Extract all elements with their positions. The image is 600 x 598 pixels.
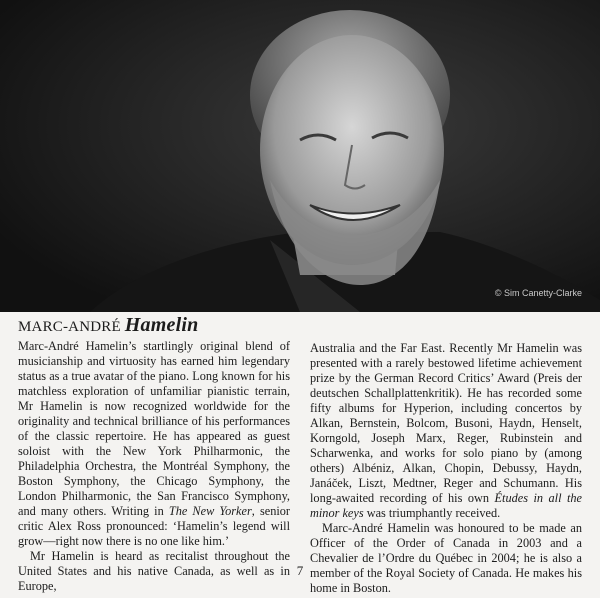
left-p1-text-b: , senior critic Alex Ross pronounced: ‘Hamelin’s legend will grow—right now there is no one like him.’ bbox=[18, 504, 291, 548]
page-number: 7 bbox=[296, 563, 304, 578]
photo-credit: © Sim Canetty-Clarke bbox=[494, 288, 582, 298]
article-heading bbox=[18, 314, 198, 337]
heading-last-name: Hamelin bbox=[124, 314, 199, 336]
right-p1-text-a: Australia and the Far East. Recently Mr Hamelin was presented with a rarely bestowed lifetime achievement prize by the German Record Critics’ Award (Preis der deutschen Schallplattenkritik). He has recorded some fifty albums for Hyperion, including concertos by Alkan, Bernstein, Bolcom, Busoni, Haydn, Henselt, Korngold, Joseph Marx, Reger, Rubinstein and Scharwenka, and works for solo piano by (among others) Albéniz, Alkan, Chopin, Debussy, Haydn, Janáček, Liszt, Medtner, Reger and Schumann. His long-awaited recording of his own bbox=[310, 341, 582, 505]
left-paragraph-2: Mr Hamelin is heard as recitalist throughout the United States and his native Canada, as well as in Europe, bbox=[18, 549, 290, 593]
right-p1-text-b: was triumphantly received. bbox=[363, 506, 501, 520]
left-p1-italic: The New Yorker bbox=[168, 504, 252, 518]
left-paragraph-1 bbox=[18, 339, 290, 549]
right-column bbox=[310, 341, 582, 596]
left-column bbox=[18, 339, 290, 594]
right-paragraph-2: Marc-André Hamelin was honoured to be made an Officer of the Order of Canada in 2003 and a Chevalier de l’Ordre du Québec in 2004; he is also a member of the Royal Society of Canada. He makes his home in Boston. bbox=[310, 521, 582, 595]
heading-first-name: MARC-ANDRÉ bbox=[18, 319, 125, 335]
right-p1-italic: Études in all the minor keys bbox=[310, 491, 583, 520]
left-p1-text-a: Marc-André Hamelin’s startlingly original blend of musicianship and virtuosity has earned him legendary status as a true avatar of the piano. Long known for his matchless exploration of unfamiliar pianistic terrain, Mr Hamelin is now recognized worldwide for the originality and technical brilliance of his performances of the classic repertoire. He has appeared as guest soloist with the New York Philharmonic, the Philadelphia Orchestra, the Montréal Symphony, the Boston Symphony, the Chicago Symphony, the London Philharmonic, the San Francisco Symphony, and many others. Writing in bbox=[18, 339, 290, 518]
right-paragraph-1 bbox=[310, 341, 582, 521]
